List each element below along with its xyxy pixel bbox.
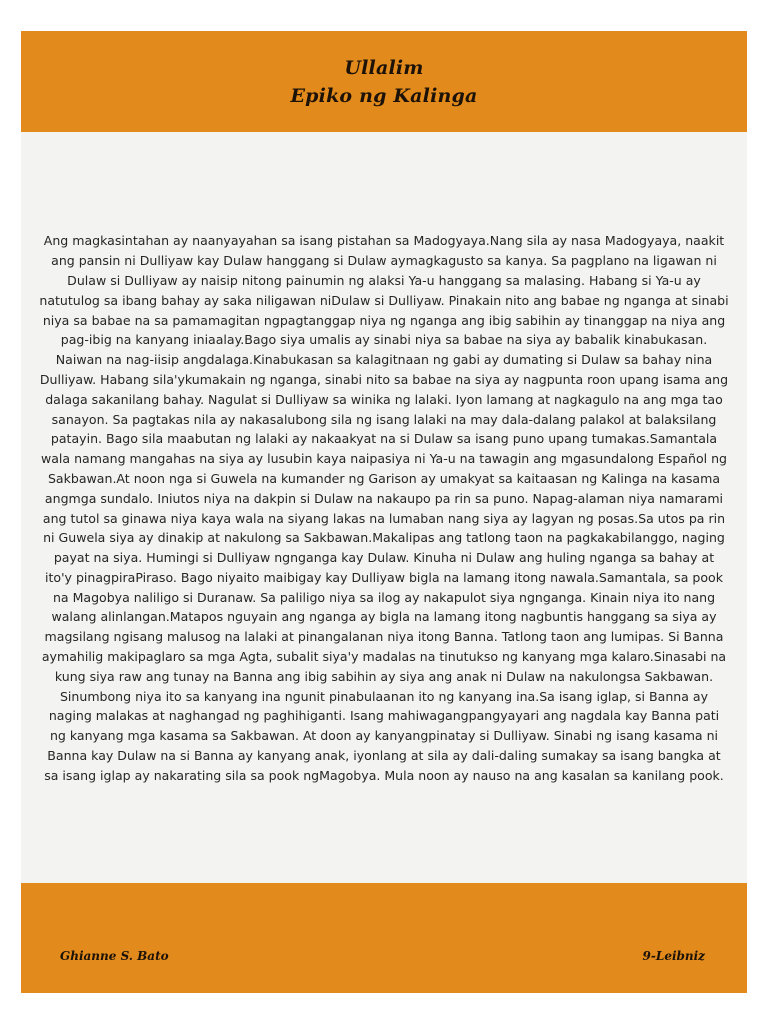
header-band [21,31,747,132]
footer-band [21,883,747,993]
author-name: Ghianne S. Bato [60,949,169,963]
document-title: Ullalim [344,56,424,79]
class-section: 9-Leibniz [642,949,705,963]
story-text: Ang magkasintahan ay naanyayahan sa isang pistahan sa Madogyaya.Nang sila ay nasa Madogyaya, naakit ang pansin ni Dulliyaw kay Dulaw hanggang si Dulaw aymagkagusto sa kanya. Sa pagplano na ligawan ni Dulaw si Dulliyaw ay naisip nitong painumin ng alaksi Ya-u hanggang sa malasing. Habang si Ya-u ay natutulog sa ibang bahay ay saka niligawan niDulaw si Dulliyaw. Pinakain nito ang babae ng nganga at sinabi niya sa babae na sa pamamagitan ngpagtanggap niya ng nganga ang ibig sabihin ay tinanggap na niya ang pag-ibig na kanyang iniaalay.Bago siya umalis ay sinabi niya sa babae na siya ay babalik kinabukasan. Naiwan na nag-iisip angdalaga.Kinabukasan sa kalagitnaan ng gabi ay dumating si Dulaw sa bahay nina Dulliyaw. Habang sila'ykumakain ng nganga, sinabi nito sa babae na siya ay nagpunta roon upang isama ang dalaga sakanilang bahay. Nagulat si Dulliyaw sa winika ng lalaki. Iyon lamang at nagkagulo na ang mga tao sanayon. Sa pagtakas nila ay nakasalubong sila ng isang lalaki na may dala-dalang palakol at balaksilang patayin. Bago sila maabutan ng lalaki ay nakaakyat na si Dulaw sa isang puno upang tumakas.Samantala wala namang mangahas na siya ay lusubin kaya naipasiya ni Ya-u na tawagin ang mgasundalong Español ng Sakbawan.At noon nga si Guwela na kumander ng Garison ay umakyat sa kaitaasan ng Kalinga na kasama angmga sundalo. Iniutos niya na dakpin si Dulaw na nakaupo pa rin sa puno. Napag-alaman niya namarami ang tutol sa ginawa niya kaya wala na siyang lakas na lumaban nang siya ay lagyan ng posas.Sa utos pa rin ni Guwela siya ay dinakip at nakulong sa Sakbawan.Makalipas ang tatlong taon na pagkakabilanggo, naging payat na siya. Humingi si Dulliyaw ngnganga kay Dulaw. Kinuha ni Dulaw ang huling nganga sa bahay at ito'y pinagpiraPiraso. Bago niyaito maibigay kay Dulliyaw bigla na lamang itong nawala.Samantala, sa pook na Magobya naliligo si Duranaw. Sa paliligo niya sa ilog ay nakapulot siya ngnganga. Kinain niya ito nang walang alinlangan.Matapos nguyain ang nganga ay bigla na lamang itong nagbuntis hanggang sa siya ay magsilang ngisang malusog na lalaki at pinangalanan niya itong Banna. Tatlong taon ang lumipas. Si Banna aymahilig makipaglaro sa mga Agta, subalit siya'y madalas na tinutukso ng kanyang mga kalaro.Sinasabi na kung siya raw ang tunay na Banna ang ibig sabihin ay siya ang anak ni Dulaw na nakulongsa Sakbawan. Sinumbong niya ito sa kanyang ina ngunit pinabulaanan ito ng kanyang ina.Sa isang iglap, si Banna ay naging malakas at naghangad ng paghihiganti. Isang mahiwagangpangyayari ang nagdala kay Banna pati ng kanyang mga kasama sa Sakbawan. At doon ay kanyangpinatay si Dulliyaw. Sinabi ng isang kasama ni Banna kay Dulaw na si Banna ay kanyang anak, iyonlang at sila ay dali-daling sumakay sa isang bangka at sa isang iglap ay nakarating sila sa pook ngMagobya. Mula noon ay nauso na ang kasalan sa kanilang pook. [39,233,729,783]
document-page [21,31,747,993]
document-subtitle: Epiko ng Kalinga [290,84,478,107]
story-body [21,132,747,883]
